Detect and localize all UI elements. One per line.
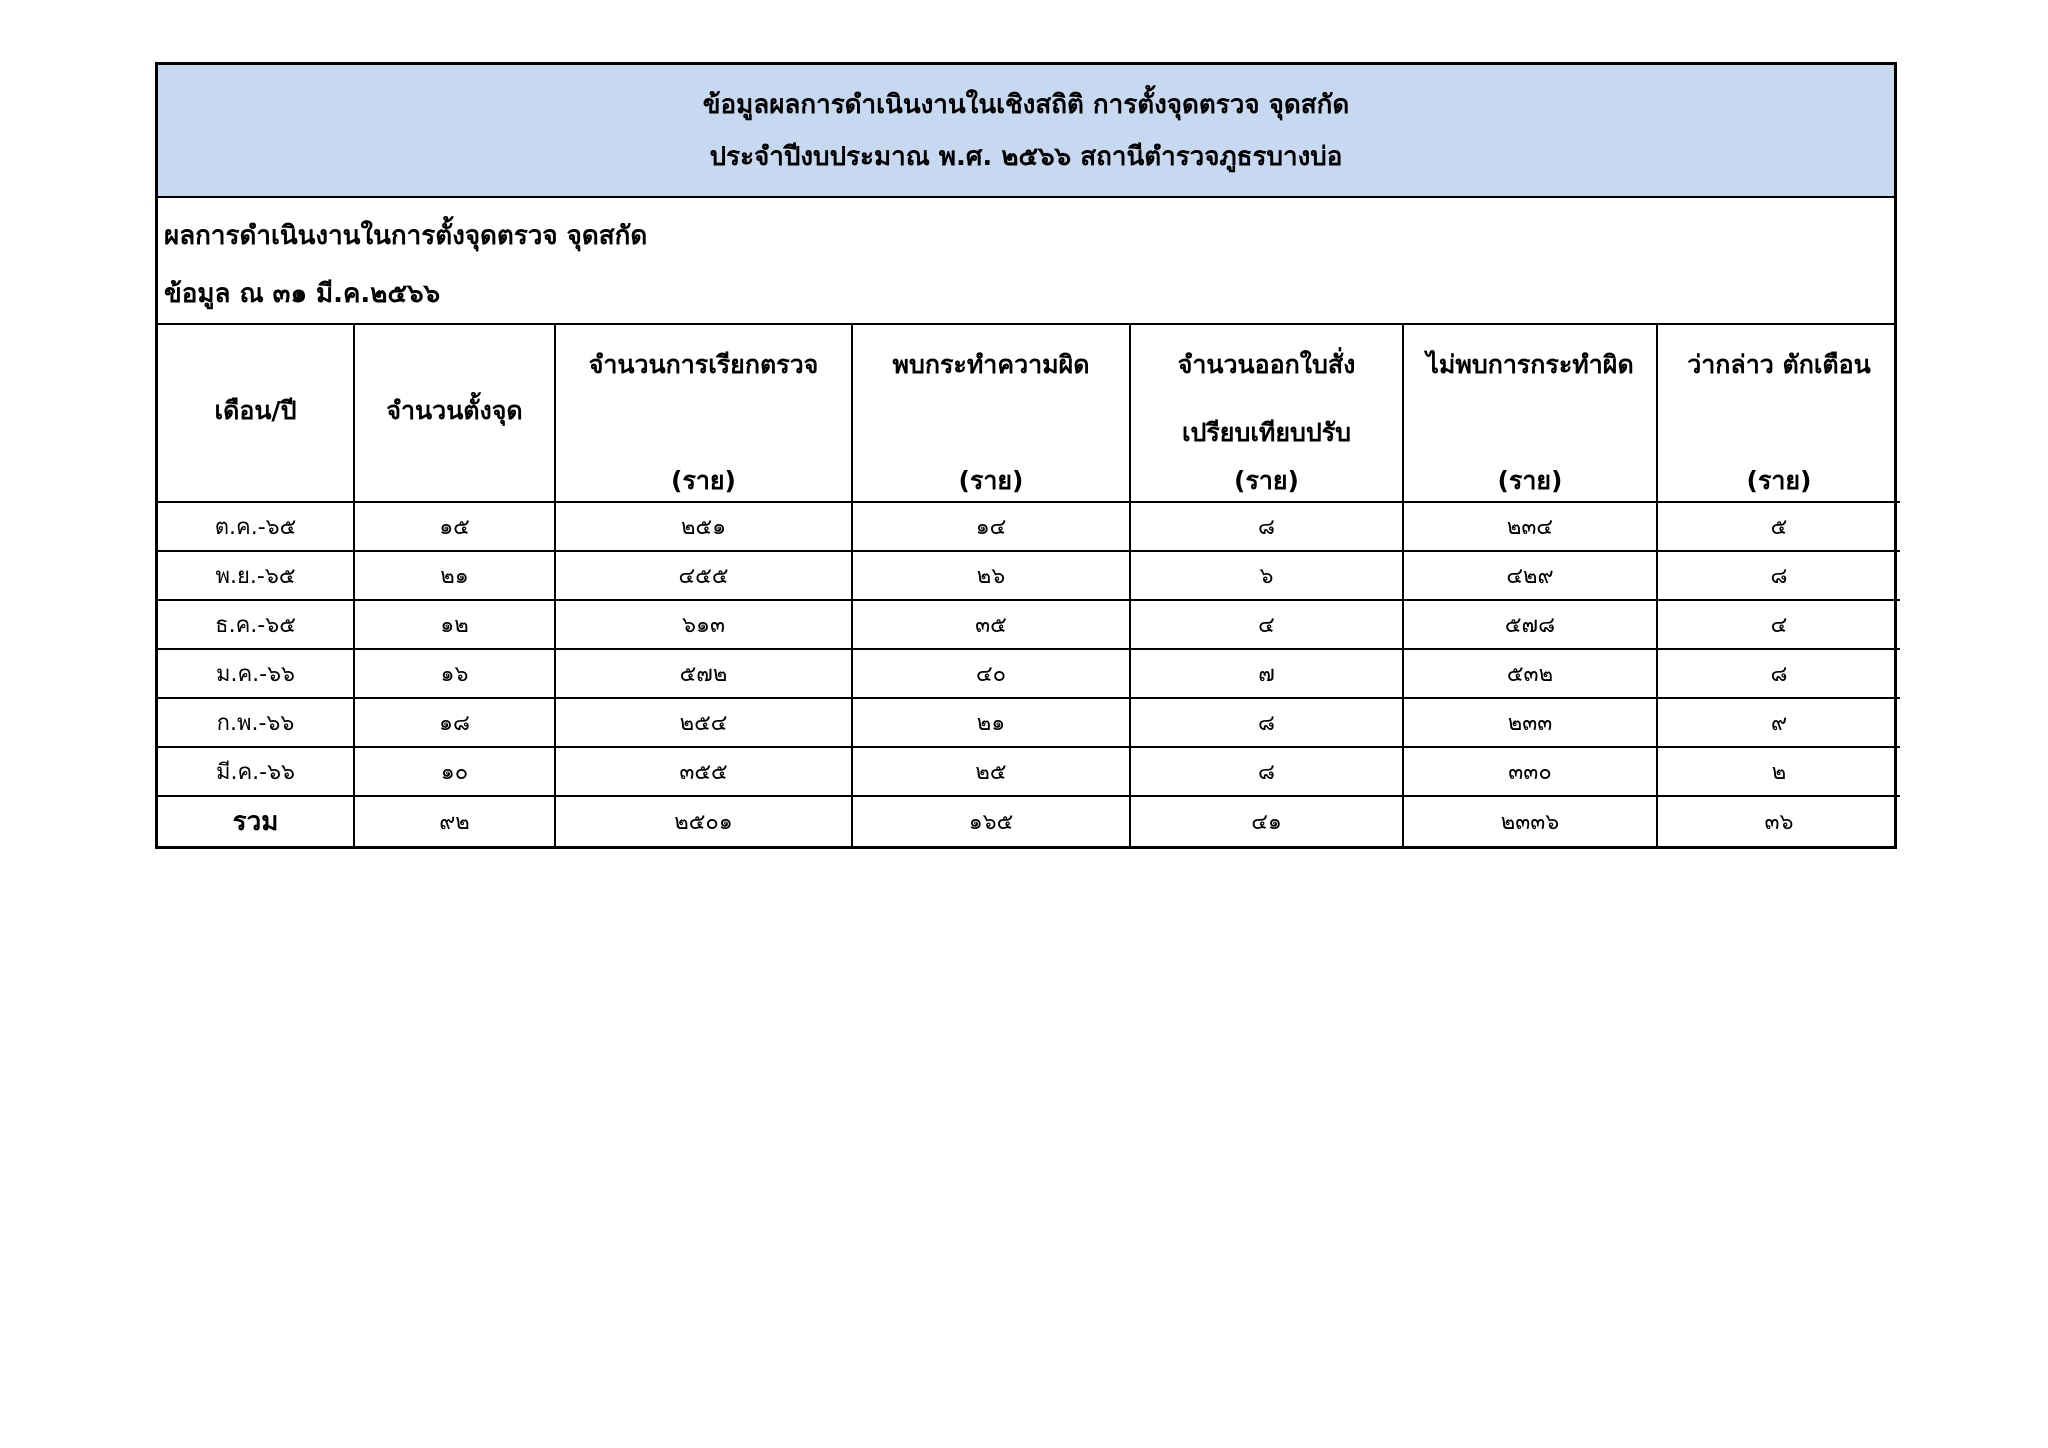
cell-month: ธ.ค.-๖๕ <box>158 600 354 649</box>
cell-no-offense: ๒๓๓ <box>1403 698 1657 747</box>
cell-checkpoints: ๑๒ <box>354 600 555 649</box>
header-warnings-label: ว่ากล่าว ตักเตือน <box>1687 350 1871 379</box>
cell-warnings: ๒ <box>1657 747 1900 796</box>
total-warnings: ๓๖ <box>1657 796 1900 846</box>
total-inspections: ๒๕๐๑ <box>555 796 852 846</box>
cell-offenses: ๒๕ <box>852 747 1130 796</box>
report-subtitle-band <box>158 198 1894 325</box>
header-tickets-unit: (ราย) <box>1234 466 1299 495</box>
cell-tickets: ๔ <box>1130 600 1403 649</box>
header-no-offense <box>1403 325 1657 502</box>
header-offenses-unit: (ราย) <box>958 466 1024 495</box>
cell-offenses: ๔๐ <box>852 649 1130 698</box>
header-warnings-unit: (ราย) <box>1746 466 1812 495</box>
total-tickets: ๔๑ <box>1130 796 1403 846</box>
cell-no-offense: ๕๓๒ <box>1403 649 1657 698</box>
cell-no-offense: ๔๒๙ <box>1403 551 1657 600</box>
statistics-table <box>158 325 1900 846</box>
cell-tickets: ๘ <box>1130 502 1403 551</box>
header-offenses-label: พบกระทำความผิด <box>892 350 1090 379</box>
cell-offenses: ๒๑ <box>852 698 1130 747</box>
cell-checkpoints: ๑๘ <box>354 698 555 747</box>
table-row <box>158 502 1900 551</box>
cell-no-offense: ๕๗๘ <box>1403 600 1657 649</box>
header-no-offense-unit: (ราย) <box>1497 466 1563 495</box>
cell-warnings: ๘ <box>1657 649 1900 698</box>
cell-no-offense: ๓๓๐ <box>1403 747 1657 796</box>
report-title-line-1: ข้อมูลผลการดำเนินงานในเชิงสถิติ การตั้งจุดตรวจ จุดสกัด <box>702 89 1350 120</box>
cell-tickets: ๘ <box>1130 698 1403 747</box>
cell-inspections: ๖๑๓ <box>555 600 852 649</box>
cell-checkpoints: ๑๕ <box>354 502 555 551</box>
cell-inspections: ๔๕๕ <box>555 551 852 600</box>
cell-inspections: ๒๕๑ <box>555 502 852 551</box>
cell-offenses: ๑๔ <box>852 502 1130 551</box>
cell-month: ม.ค.-๖๖ <box>158 649 354 698</box>
header-tickets-label-2: เปรียบเทียบปรับ <box>1181 418 1352 447</box>
header-offenses <box>852 325 1130 502</box>
header-warnings <box>1657 325 1900 502</box>
cell-month: ก.พ.-๖๖ <box>158 698 354 747</box>
cell-warnings: ๔ <box>1657 600 1900 649</box>
cell-offenses: ๒๖ <box>852 551 1130 600</box>
cell-warnings: ๕ <box>1657 502 1900 551</box>
total-label: รวม <box>158 796 354 846</box>
header-tickets <box>1130 325 1403 502</box>
cell-tickets: ๘ <box>1130 747 1403 796</box>
table-header-row <box>158 325 1900 502</box>
cell-checkpoints: ๑๐ <box>354 747 555 796</box>
table-row <box>158 551 1900 600</box>
cell-warnings: ๙ <box>1657 698 1900 747</box>
header-inspections-unit: (ราย) <box>671 466 736 495</box>
cell-offenses: ๓๕ <box>852 600 1130 649</box>
cell-month: มี.ค.-๖๖ <box>158 747 354 796</box>
header-inspections <box>555 325 852 502</box>
cell-checkpoints: ๒๑ <box>354 551 555 600</box>
table-row <box>158 649 1900 698</box>
total-no-offense: ๒๓๓๖ <box>1403 796 1657 846</box>
total-offenses: ๑๖๕ <box>852 796 1130 846</box>
report-title-band <box>158 65 1894 198</box>
cell-tickets: ๖ <box>1130 551 1403 600</box>
table-total-row <box>158 796 1900 846</box>
header-month-label: เดือน/ปี <box>214 396 297 425</box>
cell-inspections: ๒๕๔ <box>555 698 852 747</box>
table-row <box>158 698 1900 747</box>
header-no-offense-label: ไม่พบการกระทำผิด <box>1426 350 1634 379</box>
report-subtitle-line-1: ผลการดำเนินงานในการตั้งจุดตรวจ จุดสกัด <box>164 221 648 251</box>
cell-warnings: ๘ <box>1657 551 1900 600</box>
header-month <box>158 325 354 502</box>
table-row <box>158 747 1900 796</box>
header-checkpoints-label: จำนวนตั้งจุด <box>386 396 523 425</box>
cell-no-offense: ๒๓๔ <box>1403 502 1657 551</box>
cell-inspections: ๓๕๕ <box>555 747 852 796</box>
header-inspections-label: จำนวนการเรียกตรวจ <box>588 350 819 379</box>
report-table-container <box>155 62 1897 849</box>
cell-inspections: ๕๗๒ <box>555 649 852 698</box>
report-date-line: ข้อมูล ณ ๓๑ มี.ค.๒๕๖๖ <box>164 279 441 309</box>
report-title-line-2: ประจำปีงบประมาณ พ.ศ. ๒๕๖๖ สถานีตำรวจภูธรบางบ่อ <box>709 141 1343 172</box>
cell-checkpoints: ๑๖ <box>354 649 555 698</box>
cell-tickets: ๗ <box>1130 649 1403 698</box>
table-row <box>158 600 1900 649</box>
cell-month: พ.ย.-๖๕ <box>158 551 354 600</box>
cell-month: ต.ค.-๖๕ <box>158 502 354 551</box>
header-checkpoints <box>354 325 555 502</box>
header-tickets-label-1: จำนวนออกใบสั่ง <box>1177 350 1356 379</box>
total-checkpoints: ๙๒ <box>354 796 555 846</box>
